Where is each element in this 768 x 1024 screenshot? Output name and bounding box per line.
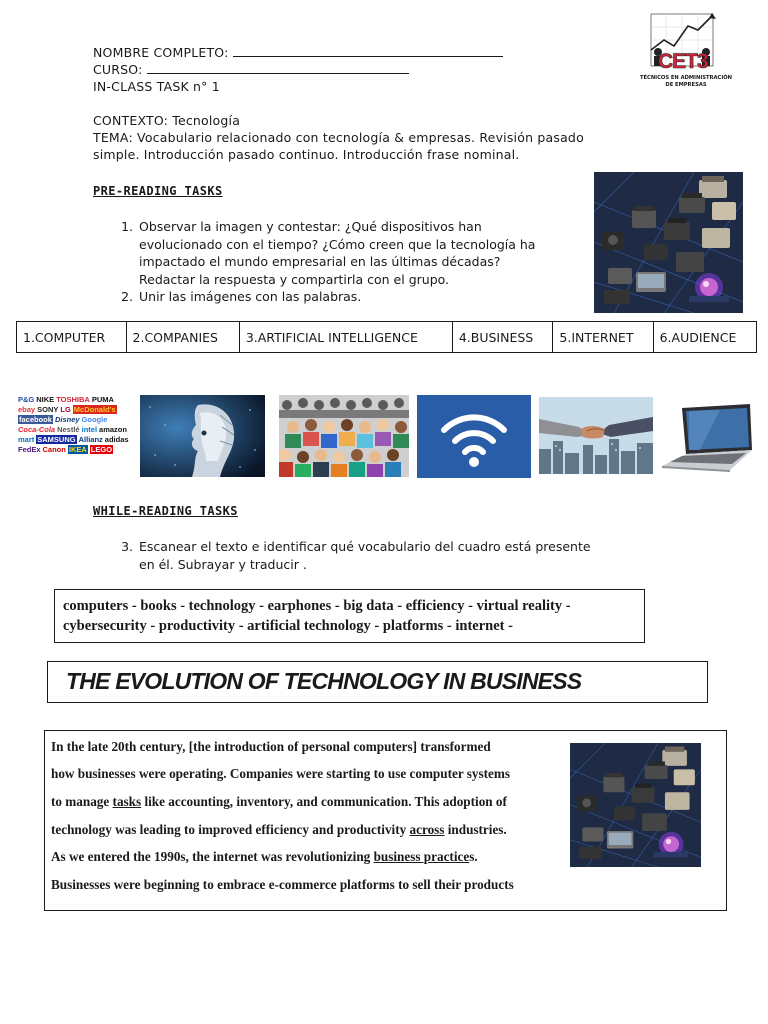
task-3-line-1: Escanear el texto e identificar qué vocabulario del cuadro está presente [139, 539, 591, 554]
task-1-line: Observar la imagen y contestar: ¿Qué dispositivos han [139, 219, 482, 234]
brand-logo: SAMSUNG [37, 435, 76, 444]
brand-logo: IKEA [68, 445, 87, 454]
reading-text: technology was leading to improved efficiency and productivity [51, 822, 410, 837]
brand-logo: facebook [19, 415, 52, 424]
brand-logo: Allianz [78, 435, 103, 444]
word-cell-artificial-intelligence: 3.ARTIFICIAL INTELLIGENCE [239, 322, 452, 353]
brand-logo: TOSHIBA [56, 395, 90, 404]
reading-title: THE EVOLUTION OF TECHNOLOGY IN BUSINESS [66, 668, 582, 694]
course-blank-field[interactable] [147, 61, 409, 74]
reading-line-4 [51, 822, 507, 838]
context-text: CONTEXTO: Tecnología [93, 113, 241, 128]
task-3-text [139, 538, 591, 573]
word-cell-audience: 6.AUDIENCE [653, 322, 756, 353]
word-cell-computer: 1.COMPUTER [17, 322, 127, 353]
reading-text: As we entered the 1990s, the internet was revolutionizing [51, 849, 374, 864]
brand-logo: Nestlé [57, 425, 80, 434]
brand-logo: mart [18, 435, 35, 444]
word-cell-business: 4.BUSINESS [452, 322, 553, 353]
task-1 [115, 218, 585, 290]
name-blank-field[interactable] [233, 44, 503, 57]
reading-line-1: In the late 20th century, [the introduction of personal computers] transformed [51, 739, 491, 754]
logo-text: CET3 [658, 50, 708, 73]
brand-logo: adidas [104, 435, 129, 444]
name-label: NOMBRE COMPLETO: [93, 45, 229, 60]
brand-logo: FedEx [18, 445, 41, 454]
internet-wifi-image [417, 395, 531, 478]
reading-text: to manage [51, 794, 113, 809]
cet3-logo [638, 10, 734, 90]
task-1-text [139, 218, 535, 288]
topic-line-2: simple. Introducción pasado continuo. Introducción frase nominal. [93, 147, 520, 162]
pre-reading-title: PRE-READING TASKS [93, 184, 223, 198]
tech-devices-image [594, 172, 743, 313]
task-2 [115, 288, 585, 306]
reading-text: like accounting, inventory, and communication. This adoption of [141, 794, 507, 809]
task-3 [115, 538, 675, 574]
reading-text-box [44, 730, 727, 911]
brand-logo: Google [81, 415, 108, 424]
task-3-number: 3. [121, 539, 133, 554]
course-label: CURSO: [93, 62, 143, 77]
vocabulary-line-2: cybersecurity - productivity - artificial technology - platforms - internet - [63, 618, 513, 634]
reading-line-2: how businesses were operating. Companies were starting to use computer systems [51, 766, 510, 781]
brand-logo: LG [60, 405, 71, 414]
reading-text: s. [469, 849, 478, 864]
brand-logo: LEGO [90, 445, 113, 454]
ai-robot-image [140, 395, 265, 477]
word-table [16, 321, 757, 353]
brand-logos-image [18, 395, 133, 477]
word-cell-companies: 2.COMPANIES [126, 322, 239, 353]
brand-logo: P&G [18, 395, 35, 404]
task-1-number: 1. [121, 219, 133, 234]
brand-logo: NIKE [36, 395, 55, 404]
task-1-line: impactado el mundo empresarial en las últimas décadas? [139, 254, 501, 269]
underlined-word-tasks: tasks [112, 794, 142, 809]
reading-line-5 [51, 849, 478, 865]
brand-logo: amazon [99, 425, 127, 434]
vocabulary-box [54, 589, 645, 643]
task-label: IN-CLASS TASK n° 1 [93, 79, 220, 94]
computer-laptop-image [660, 400, 756, 475]
brand-logo: Disney [54, 415, 80, 424]
brand-logo: ebay [18, 405, 36, 414]
brand-logo: PUMA [91, 395, 114, 404]
brand-logo: McDonald's [73, 405, 116, 414]
header-block [93, 44, 613, 163]
reading-title-box [47, 661, 708, 703]
business-handshake-image [539, 397, 653, 474]
topic-line-1: TEMA: Vocabulario relacionado con tecnología & empresas. Revisión pasado [93, 130, 584, 145]
logo-subtitle-1: TÉCNICOS EN ADMINISTRACIÓN [639, 75, 733, 81]
brand-logo: SONY [37, 405, 59, 414]
task-3-line-2: en él. Subrayar y traducir . [139, 556, 307, 572]
reading-text: industries. [444, 822, 507, 837]
reading-line-3 [51, 794, 507, 810]
while-reading-title: WHILE-READING TASKS [93, 504, 238, 518]
word-table-row [17, 322, 757, 353]
task-1-line: evolucionado con el tiempo? ¿Cómo creen que la tecnología ha [139, 236, 536, 252]
audience-crowd-image [279, 395, 409, 477]
task-2-text: Unir las imágenes con las palabras. [139, 289, 362, 304]
underlined-word-across: across [409, 822, 445, 837]
word-cell-internet: 5.INTERNET [553, 322, 653, 353]
name-row [93, 44, 613, 61]
brand-logo: intel [81, 425, 98, 434]
vocabulary-line-1: computers - books - technology - earphones - big data - efficiency - virtual reality - [63, 598, 571, 614]
task-2-number: 2. [121, 289, 133, 304]
brand-logo: Coca-Cola [18, 425, 56, 434]
wifi-icon [417, 395, 531, 478]
reading-tech-image [570, 743, 701, 867]
brand-logo: Canon [42, 445, 66, 454]
logo-subtitle-2: DE EMPRESAS [665, 82, 707, 88]
task-1-line: Redactar la respuesta y compartirla con el grupo. [139, 271, 450, 287]
reading-line-6: Businesses were beginning to embrace e-commerce platforms to sell their products [51, 877, 514, 892]
underlined-phrase-business-practice: business practice [373, 849, 470, 864]
course-row [93, 61, 613, 78]
